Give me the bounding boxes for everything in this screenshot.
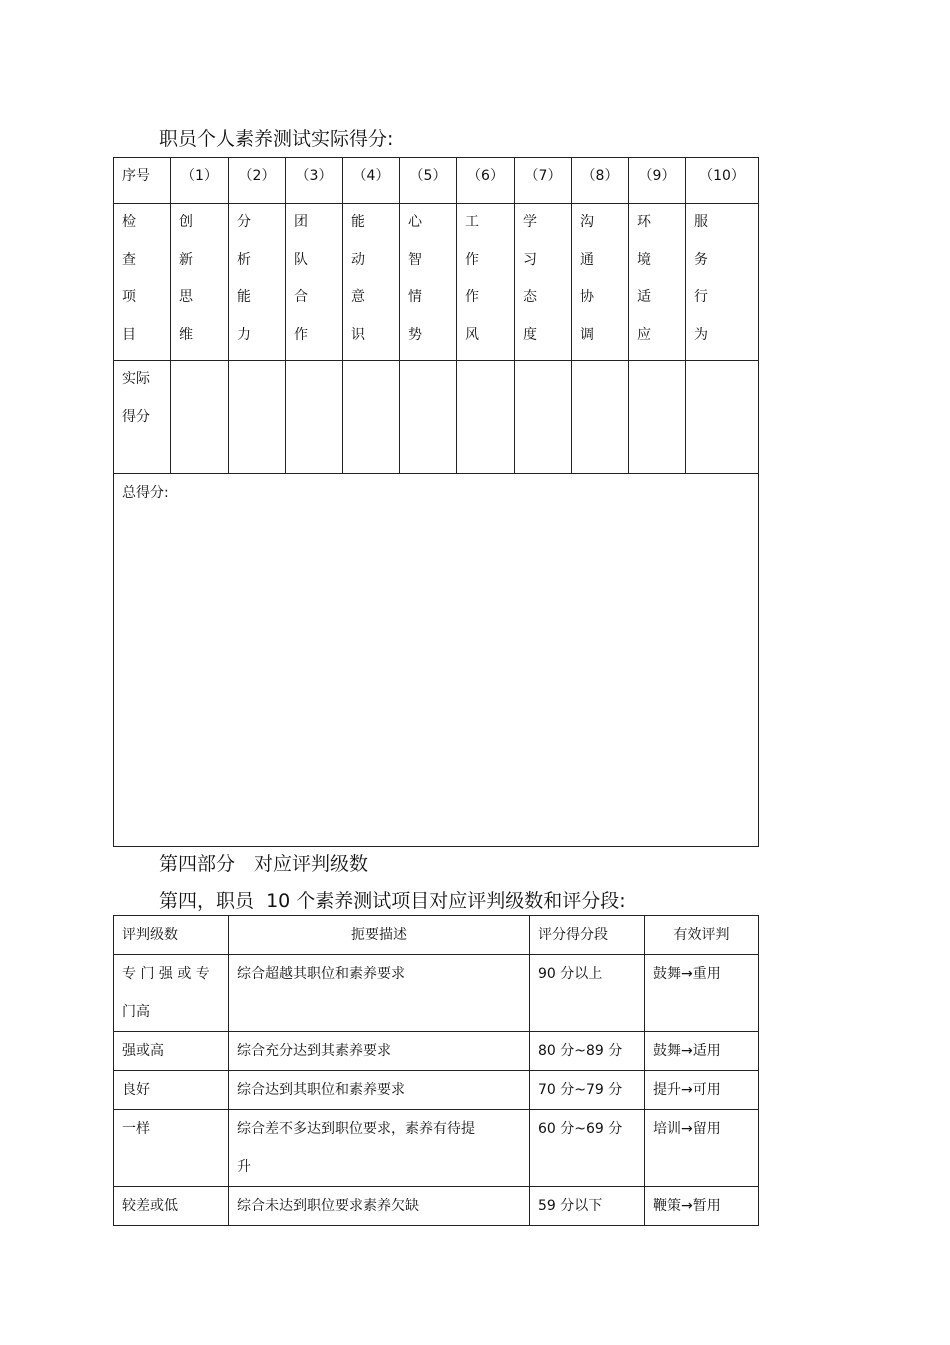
table-row: [114, 916, 759, 955]
header-number: （9）: [629, 158, 686, 204]
header-cell: 有效评判: [645, 916, 759, 955]
table-row: [114, 1110, 759, 1187]
rating-table-title: 第四，职员 10 个素养测试项目对应评判级数和评分段:: [159, 890, 626, 912]
desc-cell: 综合充分达到其素养要求: [229, 1032, 530, 1071]
level-cell: 较差或低: [114, 1187, 229, 1226]
item-cell: 工 作 作 风: [457, 204, 515, 361]
score-cell[interactable]: [515, 361, 572, 474]
judge-cell: 鞭策→暂用: [645, 1187, 759, 1226]
score-cell[interactable]: [400, 361, 457, 474]
score-label-cell: 实际 得分: [114, 361, 171, 474]
header-number: （5）: [400, 158, 457, 204]
header-number: （6）: [457, 158, 515, 204]
item-cell: 心 智 情 势: [400, 204, 457, 361]
desc-cell: 综合达到其职位和素养要求: [229, 1071, 530, 1110]
judge-cell: 提升→可用: [645, 1071, 759, 1110]
item-cell: 沟 通 协 调: [572, 204, 629, 361]
header-number: （2）: [229, 158, 286, 204]
item-cell: 分 析 能 力: [229, 204, 286, 361]
desc-cell: 综合未达到职位要求素养欠缺: [229, 1187, 530, 1226]
score-range-cell: 80 分~89 分: [530, 1032, 645, 1071]
judge-cell: 培训→留用: [645, 1110, 759, 1187]
table-row: [114, 204, 759, 361]
level-cell: 专 门 强 或 专 门高: [114, 955, 229, 1032]
score-cell[interactable]: [457, 361, 515, 474]
score-cell[interactable]: [343, 361, 400, 474]
header-cell: 评分得分段: [530, 916, 645, 955]
header-number: （7）: [515, 158, 572, 204]
score-range-cell: 70 分~79 分: [530, 1071, 645, 1110]
section-heading: 第四部分 对应评判级数: [159, 853, 369, 875]
item-cell: 环 境 适 应: [629, 204, 686, 361]
score-cell[interactable]: [629, 361, 686, 474]
score-range-cell: 90 分以上: [530, 955, 645, 1032]
item-cell: 团 队 合 作: [286, 204, 343, 361]
rating-level-table: [113, 915, 759, 1226]
table-row: [114, 1032, 759, 1071]
score-table-title: 职员个人素养测试实际得分:: [159, 128, 394, 150]
header-number: （3）: [286, 158, 343, 204]
header-number: （10）: [686, 158, 759, 204]
score-range-cell: 60 分~69 分: [530, 1110, 645, 1187]
table-row: [114, 1187, 759, 1226]
header-number: （8）: [572, 158, 629, 204]
personal-score-table: [113, 157, 759, 847]
item-cell: 能 动 意 识: [343, 204, 400, 361]
header-number: （4）: [343, 158, 400, 204]
desc-cell: 综合超越其职位和素养要求: [229, 955, 530, 1032]
score-cell[interactable]: [572, 361, 629, 474]
header-cell: 序号: [114, 158, 171, 204]
header-cell: 扼要描述: [229, 916, 530, 955]
header-cell: 评判级数: [114, 916, 229, 955]
desc-cell: 综合差不多达到职位要求，素养有待提 升: [229, 1110, 530, 1187]
judge-cell: 鼓舞→重用: [645, 955, 759, 1032]
judge-cell: 鼓舞→适用: [645, 1032, 759, 1071]
item-cell: 学 习 态 度: [515, 204, 572, 361]
level-cell: 强或高: [114, 1032, 229, 1071]
score-cell[interactable]: [171, 361, 229, 474]
table-row: [114, 955, 759, 1032]
score-range-cell: 59 分以下: [530, 1187, 645, 1226]
table-row: [114, 474, 759, 847]
level-cell: 良好: [114, 1071, 229, 1110]
level-cell: 一样: [114, 1110, 229, 1187]
header-number: （1）: [171, 158, 229, 204]
item-cell: 创 新 思 维: [171, 204, 229, 361]
items-label-cell: 检 查 项 目: [114, 204, 171, 361]
table-row: [114, 361, 759, 474]
score-cell[interactable]: [229, 361, 286, 474]
table-row: [114, 1071, 759, 1110]
score-cell[interactable]: [686, 361, 759, 474]
table-row: [114, 158, 759, 204]
total-score-cell[interactable]: 总得分:: [114, 474, 759, 847]
score-cell[interactable]: [286, 361, 343, 474]
item-cell: 服 务 行 为: [686, 204, 759, 361]
